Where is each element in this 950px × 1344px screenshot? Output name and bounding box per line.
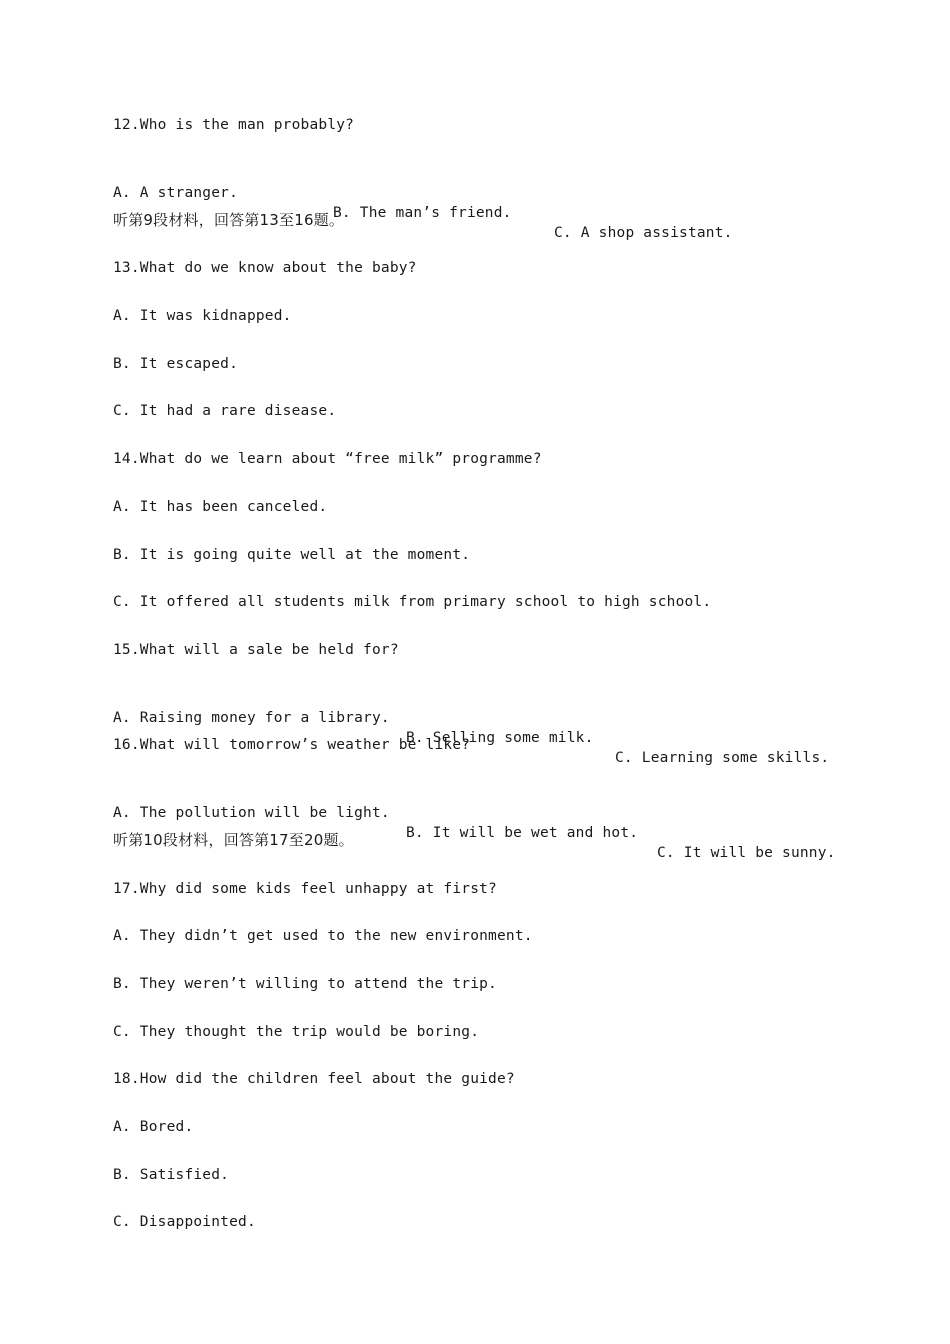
q12-option-b: B. The man’s friend. [333,205,512,221]
q15-option-b: B. Selling some milk. [406,730,594,746]
q18-stem: 18.How did the children feel about the guide? [113,1071,515,1087]
q15-stem: 15.What will a sale be held for? [113,642,399,658]
q12-option-c: C. A shop assistant. [554,225,733,241]
q16-stem: 16.What will tomorrow’s weather be like? [113,737,471,753]
q14-option-a: A. It has been canceled. [113,499,328,515]
q15-option-c: C. Learning some skills. [615,750,830,766]
q17-option-a: A. They didn’t get used to the new environment. [113,928,533,944]
q13-stem: 13.What do we know about the baby? [113,260,417,276]
q16-option-b: B. It will be wet and hot. [406,825,639,841]
q14-option-b: B. It is going quite well at the moment. [113,547,471,563]
q17-stem: 17.Why did some kids feel unhappy at first? [113,881,497,897]
q18-option-b: B. Satisfied. [113,1167,230,1183]
q16-option-a: A. The pollution will be light. [113,805,390,821]
q15-option-a: A. Raising money for a library. [113,710,390,726]
q14-option-c: C. It offered all students milk from primary school to high school. [113,594,712,610]
q12-stem: 12.Who is the man probably? [113,117,355,133]
q12-option-a: A. A stranger. [113,185,239,201]
section-10-instruction: 听第10段材料，回答第17至20题。 [113,831,354,849]
q13-option-b: B. It escaped. [113,356,239,372]
q18-option-c: C. Disappointed. [113,1214,256,1230]
q17-option-c: C. They thought the trip would be boring. [113,1024,480,1040]
section-9-instruction: 听第9段材料，回答第13至16题。 [113,211,345,229]
q16-option-c: C. It will be sunny. [657,845,836,861]
q13-option-a: A. It was kidnapped. [113,308,292,324]
q13-option-c: C. It had a rare disease. [113,403,337,419]
q18-option-a: A. Bored. [113,1119,194,1135]
q17-option-b: B. They weren’t willing to attend the trip. [113,976,497,992]
q14-stem: 14.What do we learn about “free milk” programme? [113,451,542,467]
